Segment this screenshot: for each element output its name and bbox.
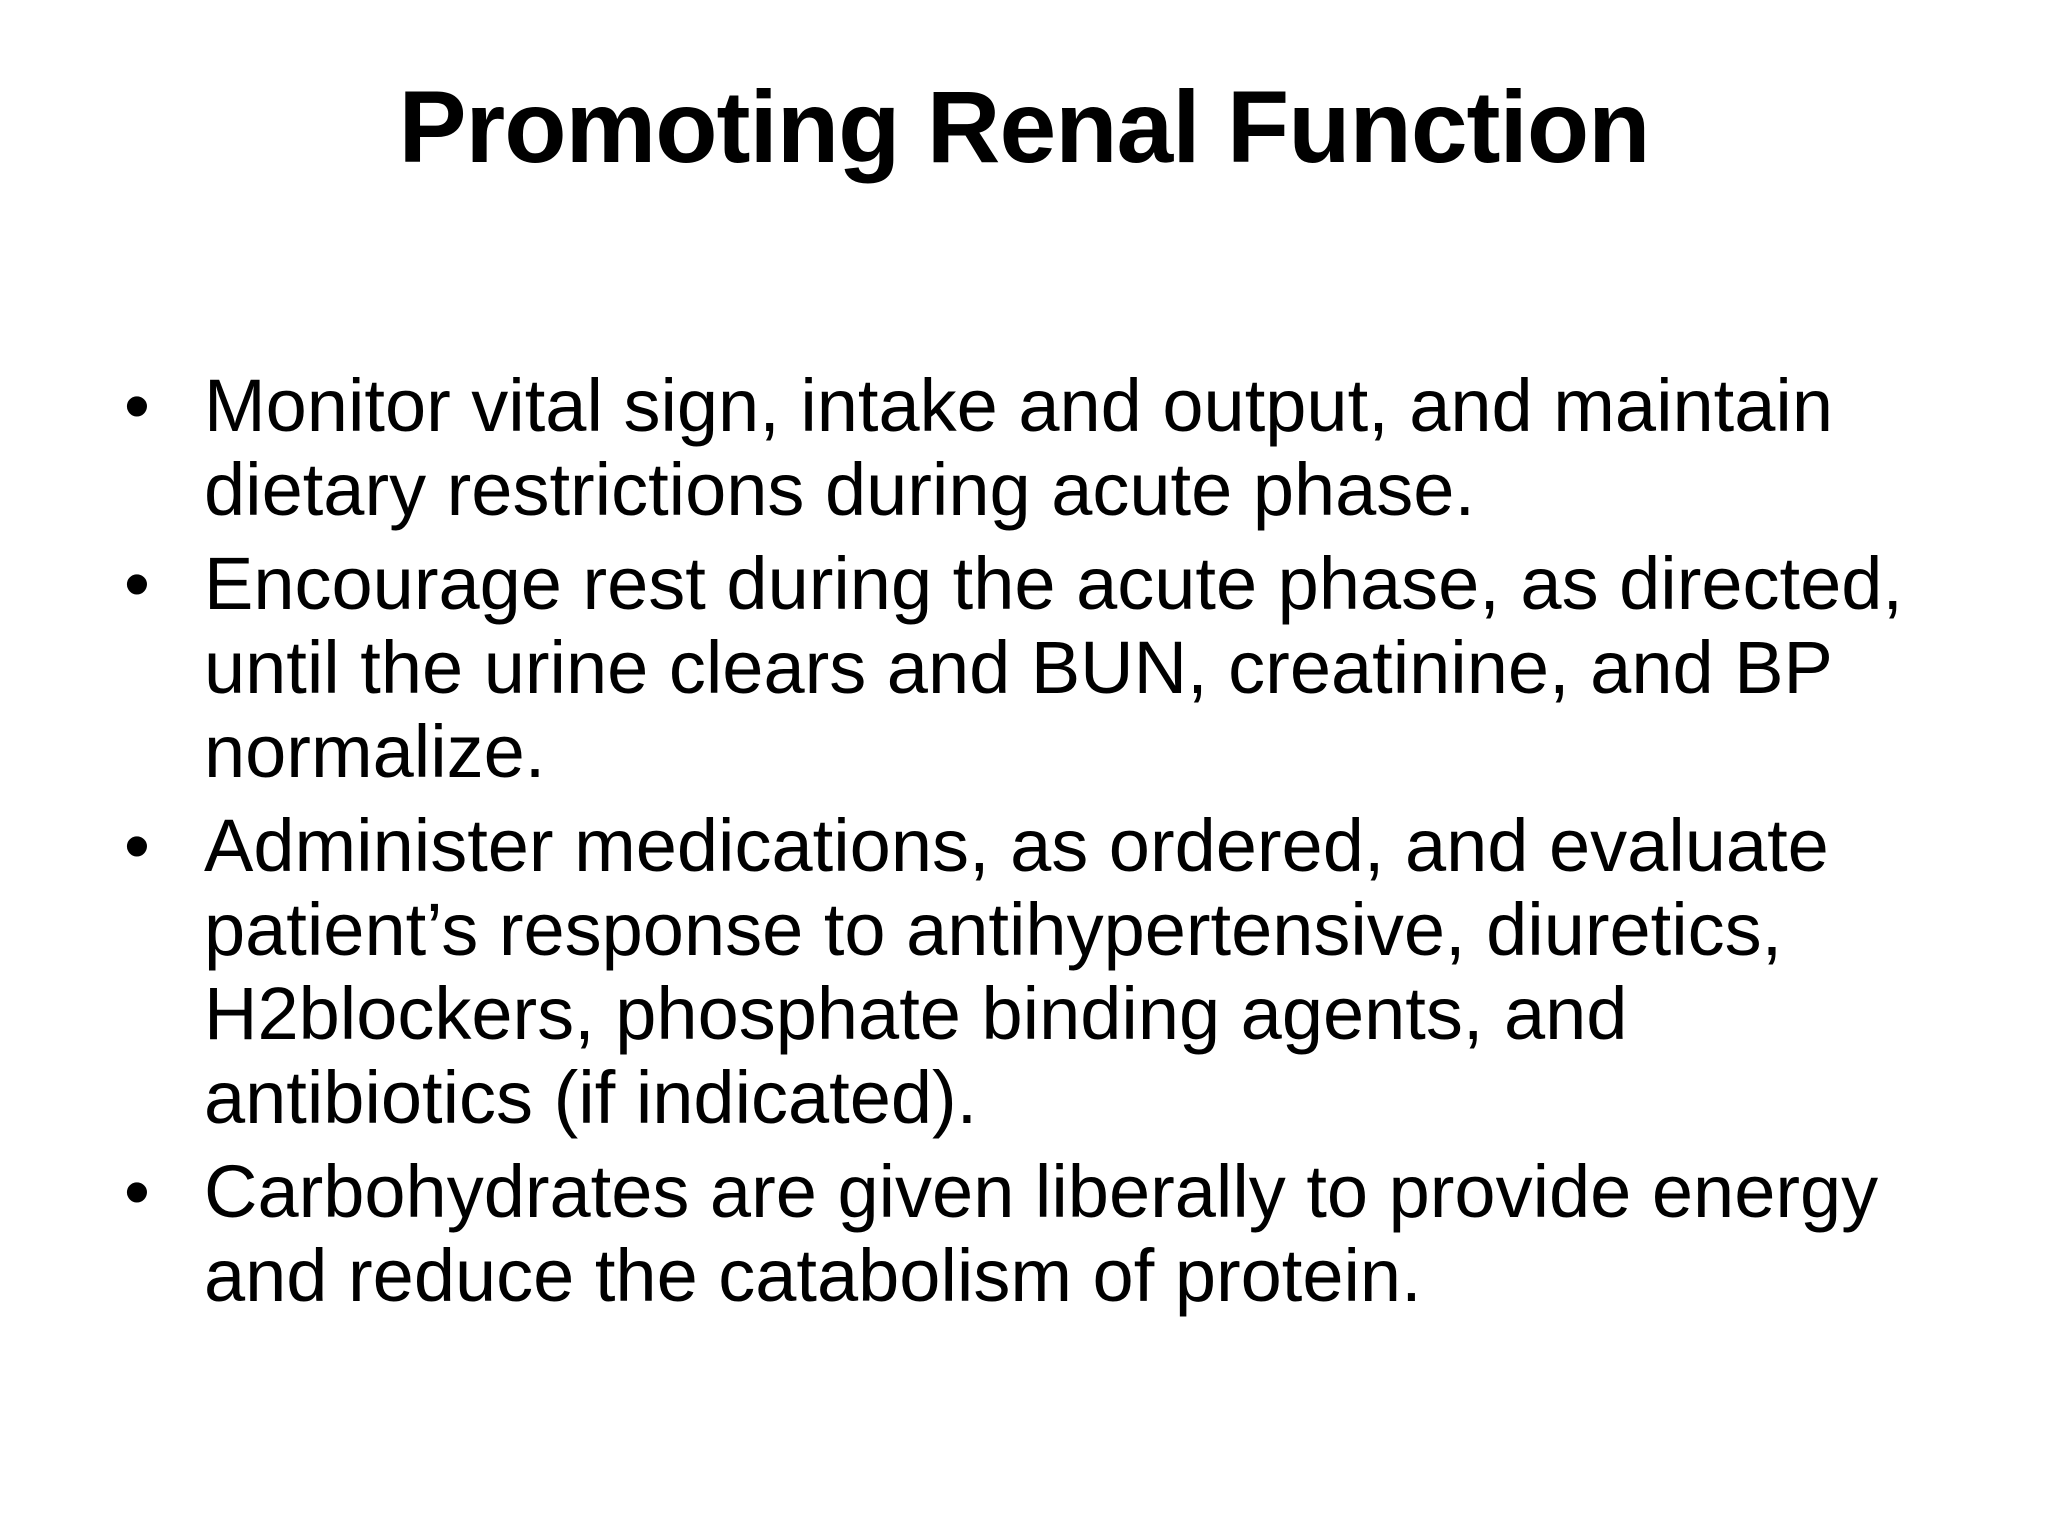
bullet-text: Monitor vital sign, intake and output, and maintain dietary restrictions during acute phase. [204, 364, 1833, 531]
bullet-text: Carbohydrates are given liberally to provide energy and reduce the catabolism of protein. [204, 1150, 1879, 1317]
bullet-item [120, 804, 1960, 1140]
bullet-item [120, 364, 1960, 532]
bullet-text: Encourage rest during the acute phase, as directed, until the urine clears and BUN, creatinine, and BP normalize. [204, 542, 1903, 793]
bullet-list [120, 364, 1960, 1328]
bullet-marker: • [124, 364, 150, 447]
bullet-text: Administer medications, as ordered, and evaluate patient’s response to antihypertensive, diuretics, H2blockers, phosphate binding agents, and antibiotics (if indicated). [204, 804, 1829, 1139]
bullet-marker: • [124, 542, 150, 625]
bullet-item [120, 1150, 1960, 1318]
bullet-marker: • [124, 1150, 150, 1233]
slide-title: Promoting Renal Function [398, 70, 1650, 184]
bullet-marker: • [124, 804, 150, 887]
bullet-item [120, 542, 1960, 794]
